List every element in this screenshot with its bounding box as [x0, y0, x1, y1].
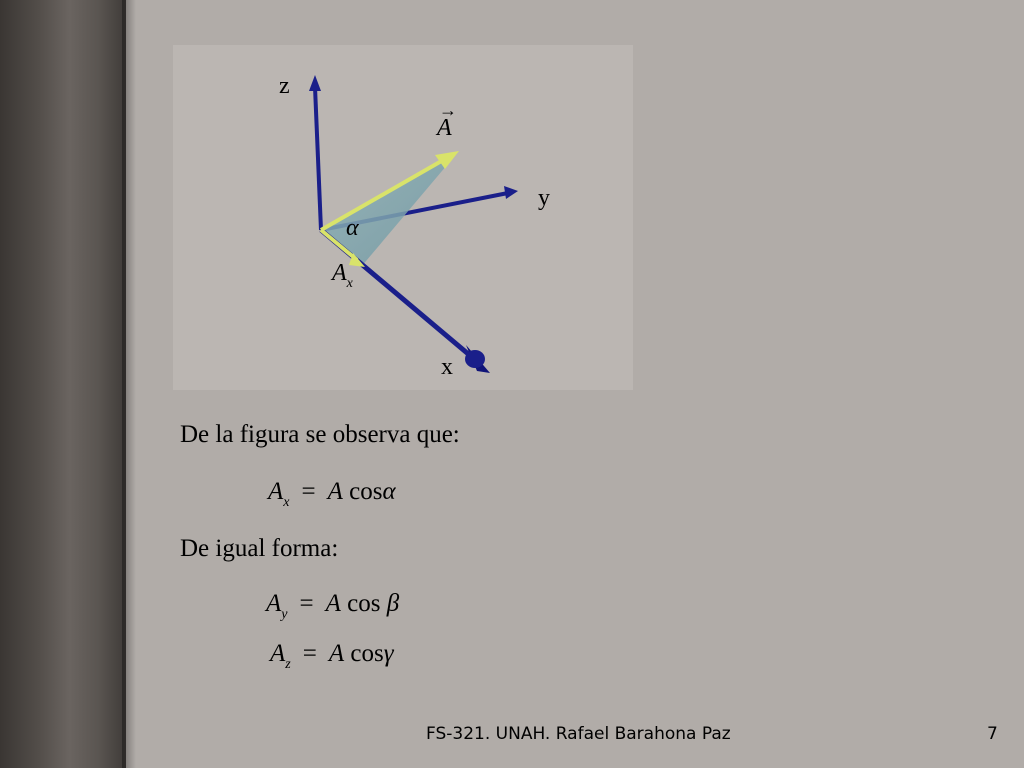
eq-lhs: A: [270, 640, 286, 667]
eq-func: cos: [350, 640, 384, 667]
side-decoration-bar: [0, 0, 126, 768]
vector-diagram: [173, 45, 633, 390]
angle-alpha-label: α: [346, 215, 359, 241]
eq-greek: α: [382, 478, 396, 505]
eq-lhs: A: [266, 590, 282, 617]
eq-subscript: y: [281, 607, 288, 622]
eq-greek: γ: [383, 640, 394, 667]
eq-lhs: A: [268, 478, 284, 505]
eq-subscript: z: [285, 657, 291, 672]
z-axis-label: z: [279, 73, 290, 99]
eq-equals: =: [302, 640, 317, 667]
side-bar-shadow: [122, 0, 136, 768]
component-subscript: x: [346, 276, 353, 291]
z-axis-arrowhead: [309, 75, 321, 91]
eq-rhs-var: A: [325, 590, 341, 617]
eq-equals: =: [301, 478, 316, 505]
equation-az: [270, 640, 394, 672]
eq-rhs-var: A: [328, 640, 345, 667]
vector-letter: A: [437, 115, 452, 141]
component-letter: A: [332, 260, 347, 286]
eq-subscript: x: [283, 495, 290, 510]
x-axis-label: x: [441, 354, 453, 380]
z-axis: [315, 87, 321, 230]
y-axis-label: y: [538, 185, 550, 211]
eq-rhs-var: A: [327, 478, 343, 505]
footer-credit: FS-321. UNAH. Rafael Barahona Paz: [426, 724, 731, 744]
vector-figure: [173, 45, 633, 390]
vector-a-label: [437, 100, 457, 142]
eq-greek: β: [386, 590, 400, 617]
eq-func: cos: [347, 590, 381, 617]
eq-equals: =: [299, 590, 314, 617]
y-axis-arrowhead: [504, 186, 518, 199]
similar-text: De igual forma:: [180, 535, 339, 562]
observation-text: De la figura se observa que:: [180, 421, 460, 448]
page-number: 7: [987, 724, 998, 744]
component-ax-label: [332, 260, 353, 291]
equation-ay: [266, 590, 400, 622]
equation-ax: [268, 478, 396, 510]
eq-func: cos: [349, 478, 383, 505]
x-axis-arrowhead-base: [465, 350, 485, 368]
vector-arrow: →: [439, 100, 457, 120]
